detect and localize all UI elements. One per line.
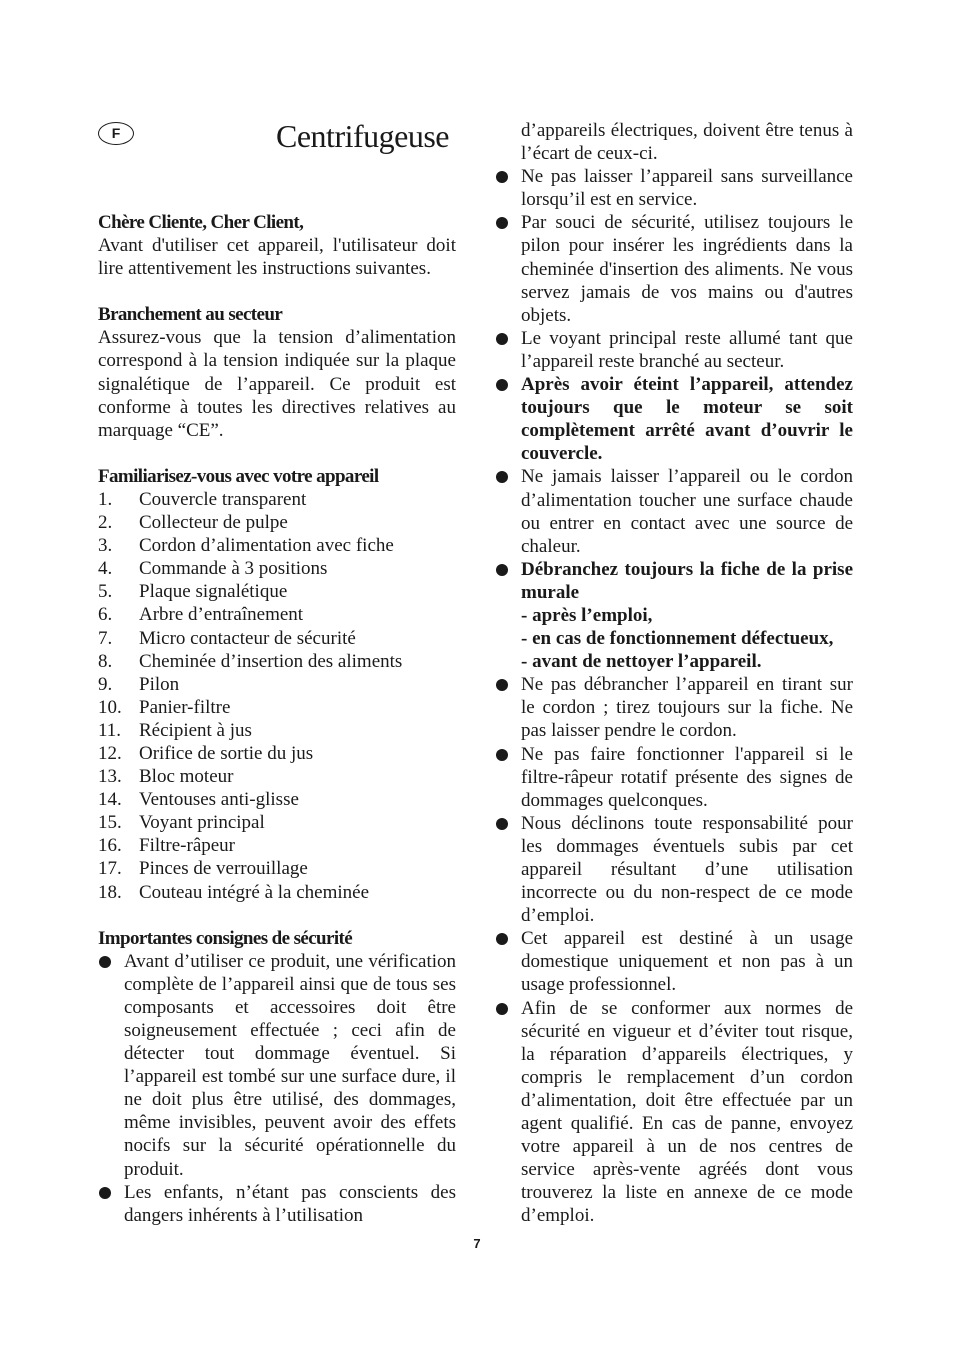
part-label: Micro contacteur de sécurité: [139, 627, 356, 649]
right-column: [495, 119, 853, 1228]
part-label: Filtre-râpeur: [139, 835, 236, 857]
part-label: Pilon: [139, 673, 180, 695]
list-item: [98, 511, 456, 534]
list-item: [98, 488, 456, 511]
list-item: Ne pas laisser l’appareil sans surveillance lorsqu’il est en service.: [495, 165, 853, 211]
part-number: 9.: [98, 673, 113, 695]
list-item: [98, 881, 456, 904]
list-item: Afin de se conformer aux normes de sécurité en vigueur et d’éviter tout risque, la réparation d’appareils électriques, y compris le remplacement d’un cordon d’alimentation, doit être effectuée par un agent qualifié. En cas de panne, envoyez votre appareil à un de nos centres de service après-vente agréés dont vous trouverez la liste en annexe de ce mode d’emploi.: [495, 997, 853, 1228]
parts-list: [98, 488, 456, 904]
part-label: Voyant principal: [139, 812, 265, 834]
unplug-sub-2: - en cas de fonctionnement défectueux,: [521, 628, 834, 650]
part-label: Récipient à jus: [139, 719, 252, 741]
part-number: 16.: [98, 835, 122, 857]
list-item: [98, 673, 456, 696]
part-label: Bloc moteur: [139, 766, 234, 788]
part-label: Cordon d’alimentation avec fiche: [139, 535, 394, 557]
part-label: Commande à 3 positions: [139, 558, 328, 580]
list-item: [98, 603, 456, 626]
part-label: Pinces de verrouillage: [139, 858, 308, 880]
part-label: Ventouses anti-glisse: [139, 789, 299, 811]
part-label: Collecteur de pulpe: [139, 512, 288, 534]
part-number: 7.: [98, 627, 113, 649]
left-column: [98, 211, 456, 1227]
greeting: Chère Cliente, Cher Client,: [98, 212, 304, 233]
part-number: 3.: [98, 535, 113, 557]
list-item: Ne pas faire fonctionner l'appareil si le filtre-râpeur rotatif présente des signes de dommages quelconques.: [495, 743, 853, 812]
page-title: Centrifugeuse: [276, 118, 449, 154]
list-item: Avant d’utiliser ce produit, une vérification complète de l’appareil ainsi que de tous ses composants et accessoires doit être soigneusement effectuée ; ceci afin de détecter tout dommage éventuel. Si l’appareil est tombé sur une surface dure, il ne doit plus être utilisé, des dommages, même invisibles, peuvent avoir des effets nocifs sur la sécurité opérationnelle du produit.: [98, 950, 456, 1181]
list-item: Cet appareil est destiné à un usage domestique uniquement et non pas à un usage professionnel.: [495, 927, 853, 996]
unplug-sub-1: - après l’emploi,: [521, 604, 653, 626]
part-number: 17.: [98, 858, 122, 880]
list-item: [98, 857, 456, 880]
part-number: 13.: [98, 766, 122, 788]
part-number: 14.: [98, 789, 122, 811]
part-number: 1.: [98, 488, 113, 510]
mains-heading: Branchement au secteur: [98, 304, 283, 326]
part-label: Cheminée d’insertion des aliments: [139, 650, 403, 672]
unplug-sub-3: - avant de nettoyer l’appareil.: [521, 651, 762, 673]
list-item: [98, 811, 456, 834]
language-badge: F: [98, 122, 134, 145]
list-item: [98, 580, 456, 603]
part-label: Arbre d’entraînement: [139, 604, 304, 626]
list-item: Par souci de sécurité, utilisez toujours le pilon pour insérer les ingrédients dans la cheminée d'insertion des aliments. Ne vous servez jamais de vos mains ou d'autres objets.: [495, 211, 853, 326]
part-number: 11.: [98, 719, 122, 741]
continuation-text: d’appareils électriques, doivent être tenus à l’écart de ceux-ci.: [521, 120, 853, 165]
list-item: [98, 650, 456, 673]
safety-list-left: [98, 950, 456, 1227]
list-item: [98, 557, 456, 580]
part-number: 6.: [98, 604, 113, 626]
unplug-text: Débranchez toujours la fiche de la prise murale: [521, 558, 853, 603]
list-item: [98, 534, 456, 557]
list-item: Après avoir éteint l’appareil, attendez toujours que le moteur se soit complètement arrêté avant d’ouvrir le couvercle.: [495, 373, 853, 465]
part-label: Couvercle transparent: [139, 488, 307, 510]
list-item: [98, 627, 456, 650]
part-label: Plaque signalétique: [139, 581, 288, 603]
list-item: [98, 834, 456, 857]
list-item: [98, 742, 456, 765]
list-item: [98, 696, 456, 719]
mains-text: Assurez-vous que la tension d’alimentation correspond à la tension indiquée sur la plaque signalétique de l’appareil. Ce produit est conforme à toutes les directives relatives au marquage “CE”.: [98, 327, 456, 441]
part-number: 10.: [98, 696, 122, 718]
part-label: Orifice de sortie du jus: [139, 742, 314, 764]
part-number: 18.: [98, 881, 122, 903]
intro-text: Avant d'utiliser cet appareil, l'utilisateur doit lire attentivement les instructions suivantes.: [98, 235, 456, 280]
list-item: [98, 788, 456, 811]
part-number: 2.: [98, 512, 113, 534]
parts-heading: Familiarisez-vous avec votre appareil: [98, 465, 379, 487]
part-number: 5.: [98, 581, 113, 603]
part-number: 15.: [98, 812, 122, 834]
list-item: Ne jamais laisser l’appareil ou le cordon d’alimentation toucher une surface chaude ou entrer en contact avec une source de chaleur.: [495, 465, 853, 557]
list-item: Le voyant principal reste allumé tant que l’appareil reste branché au secteur.: [495, 327, 853, 373]
list-item: [495, 558, 853, 673]
part-number: 8.: [98, 650, 113, 672]
safety-heading: Importantes consignes de sécurité: [98, 927, 353, 949]
page-number: 7: [473, 1236, 481, 1251]
part-label: Couteau intégré à la cheminée: [139, 881, 370, 903]
part-number: 4.: [98, 558, 113, 580]
list-item: [98, 765, 456, 788]
list-item: Nous déclinons toute responsabilité pour les dommages éventuels subis par cet appareil résultant d’une utilisation incorrecte ou du non-respect de ce mode d’emploi.: [495, 812, 853, 927]
list-item: Les enfants, n’étant pas conscients des dangers inhérents à l’utilisation: [98, 1181, 456, 1227]
safety-list-right: [495, 165, 853, 1227]
part-label: Panier-filtre: [139, 696, 231, 718]
list-item: Ne pas débrancher l’appareil en tirant sur le cordon ; tirez toujours sur la fiche. Ne pas laisser pendre le cordon.: [495, 673, 853, 742]
part-number: 12.: [98, 742, 122, 764]
list-item: [98, 719, 456, 742]
